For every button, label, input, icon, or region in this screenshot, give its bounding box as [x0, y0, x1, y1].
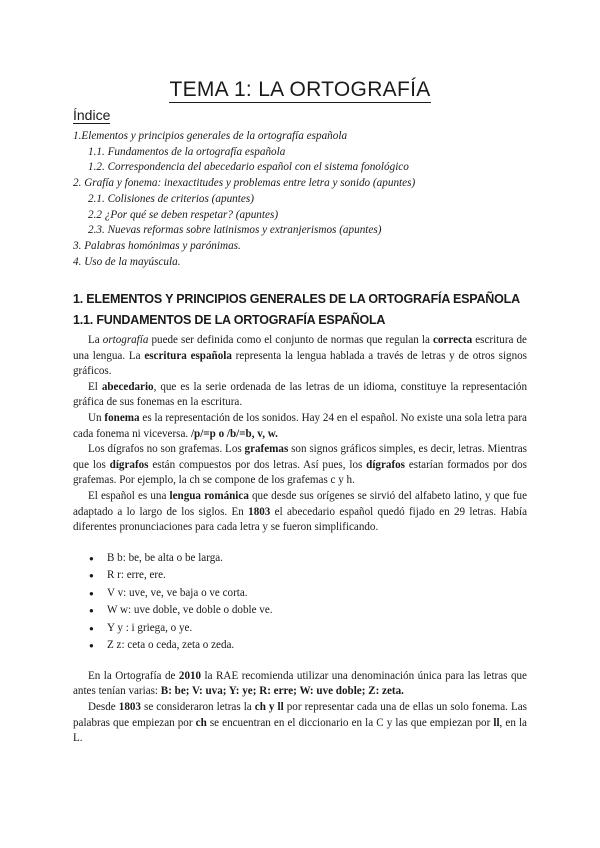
list-item: ● B b: be, be alta o be larga.: [73, 550, 527, 568]
index-heading-text: Índice: [73, 107, 111, 123]
section-body: [73, 333, 527, 747]
paragraph-ortografia: La ortografía puede ser definida como el conjunto de normas que regulan la correcta escritura de una lengua. La escritura española representa la lengua hablada a través de letras y de otros signos gráficos.: [73, 334, 527, 378]
letter-names-list: [73, 550, 527, 655]
list-item: ● W w: uve doble, ve doble o doble ve.: [73, 602, 527, 620]
list-item: ● V v: uve, ve, ve baja o ve corta.: [73, 585, 527, 603]
paragraph-digrafos: Los dígrafos no son grafemas. Los grafemas son signos gráficos simples, es decir, letras. Mientras que los dígrafos están compuestos por dos letras. Así pues, los dígrafos estarían formados por dos grafemas. Por ejemplo, la ch se compone de los grafemas c y h.: [73, 443, 527, 487]
table-of-contents: [73, 129, 543, 270]
list-item: ● Z z: ceta o ceda, zeta o zeda.: [73, 637, 527, 655]
section-1-heading: 1. ELEMENTOS Y PRINCIPIOS GENERALES DE LA ORTOGRAFÍA ESPAÑOLA: [73, 292, 520, 306]
toc-item: 2. Grafía y fonema: inexactitudes y problemas entre letra y sonido (apuntes): [73, 177, 416, 190]
paragraph-fonema: Un fonema es la representación de los sonidos. Hay 24 en el español. No existe una sola letra para cada fonema ni viceversa. /p/=p o /b/=b, v, w.: [73, 411, 527, 440]
page-title: [0, 78, 600, 102]
list-item: ● Y y : i griega, o ye.: [73, 620, 527, 638]
paragraph-abecedario: El abecedario, que es la serie ordenada de las letras de un idioma, constituye la representación gráfica de sus fonemas en la escritura.: [73, 380, 527, 409]
paragraph-ch-ll: Desde 1803 se consideraron letras la ch y ll por representar cada una de ellas un solo fonema. Las palabras que empiezan por ch se encuentran en el diccionario en la C y las que empiezan por ll, en la L.: [73, 700, 528, 745]
page-title-text: TEMA 1: LA ORTOGRAFÍA: [169, 78, 431, 101]
index-heading: [73, 107, 110, 123]
toc-item: 1.2. Correspondencia del abecedario español con el sistema fonológico: [88, 161, 409, 174]
toc-item: 4. Uso de la mayúscula.: [73, 255, 181, 268]
toc-item: 2.2 ¿Por qué se deben respetar? (apuntes): [88, 208, 279, 221]
paragraph-lengua-romanica: El español es una lengua románica que desde sus orígenes se sirvió del alfabeto latino, y que fue adaptado a lo largo de los siglos. En 1803 el abecedario español quedó fijado en 29 letras. Había diferentes pronunciaciones para cada letra y se fueron simplificando.: [73, 489, 527, 534]
toc-item: 2.1. Colisiones de criterios (apuntes): [88, 192, 254, 205]
toc-item: 1.1. Fundamentos de la ortografía española: [88, 145, 286, 158]
toc-item: 3. Palabras homónimas y parónimas.: [73, 239, 241, 252]
toc-item: 1.Elementos y principios generales de la ortografía española: [73, 130, 348, 142]
paragraph-ortografia-2010: En la Ortografía de 2010 la RAE recomienda utilizar una denominación única para las letras que antes tenían varias: B: be; V: uva; Y: ye; R: erre; W: uve doble; Z: zeta.: [73, 669, 527, 698]
section-1-1-heading: 1.1. FUNDAMENTOS DE LA ORTOGRAFÍA ESPAÑOLA: [73, 313, 386, 327]
toc-item: 2.3. Nuevas reformas sobre latinismos y extranjerismos (apuntes): [88, 224, 382, 237]
list-item: ● R r: erre, ere.: [73, 567, 527, 585]
